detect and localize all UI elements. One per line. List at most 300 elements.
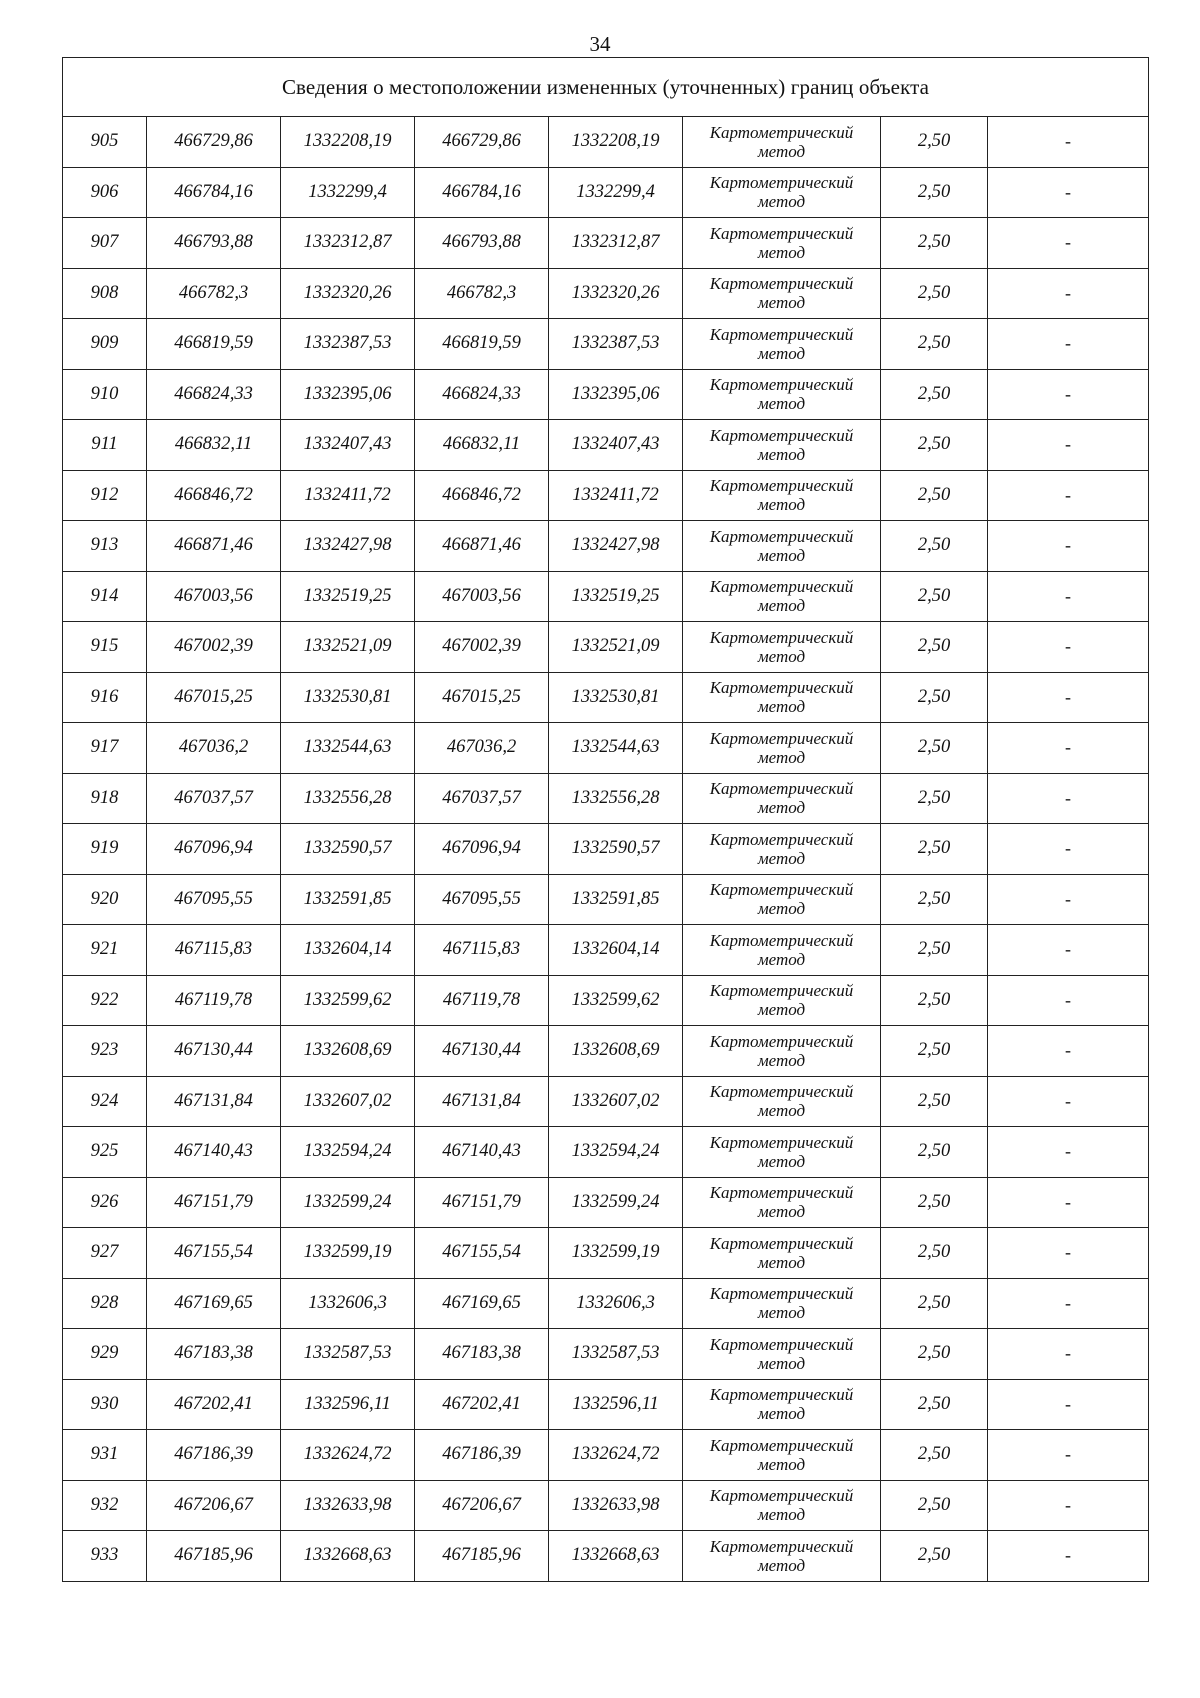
accuracy-cell: 2,50 — [881, 420, 988, 471]
table-row — [63, 420, 1149, 471]
refined-y-cell: 1332606,3 — [549, 1278, 683, 1329]
method-line-1: Картометрический — [709, 173, 854, 193]
existing-x-cell: 467186,39 — [147, 1430, 281, 1481]
refined-x-cell: 467183,38 — [415, 1329, 549, 1380]
note-cell: - — [988, 1278, 1149, 1329]
refined-x-cell: 467206,67 — [415, 1480, 549, 1531]
refined-y-cell: 1332530,81 — [549, 672, 683, 723]
table-row — [63, 874, 1149, 925]
refined-x-cell: 467037,57 — [415, 773, 549, 824]
existing-x-cell: 467202,41 — [147, 1379, 281, 1430]
accuracy-cell: 2,50 — [881, 470, 988, 521]
method-cell — [683, 1531, 881, 1582]
note-cell: - — [988, 1177, 1149, 1228]
method-line-2: метод — [757, 242, 806, 262]
refined-x-cell: 467151,79 — [415, 1177, 549, 1228]
existing-x-cell: 467002,39 — [147, 622, 281, 673]
point-number-cell: 927 — [63, 1228, 147, 1279]
existing-x-cell: 466782,3 — [147, 268, 281, 319]
existing-x-cell: 467037,57 — [147, 773, 281, 824]
existing-y-cell: 1332604,14 — [281, 925, 415, 976]
refined-y-cell: 1332312,87 — [549, 218, 683, 269]
method-line-2: метод — [757, 1353, 806, 1373]
table-row — [63, 521, 1149, 572]
page-number: 34 — [589, 32, 611, 56]
refined-y-cell: 1332596,11 — [549, 1379, 683, 1430]
accuracy-cell: 2,50 — [881, 1278, 988, 1329]
refined-x-cell: 466729,86 — [415, 117, 549, 168]
refined-x-cell: 466784,16 — [415, 167, 549, 218]
method-cell — [683, 369, 881, 420]
method-line-1: Картометрический — [709, 1183, 854, 1203]
refined-x-cell: 467096,94 — [415, 824, 549, 875]
table-title: Сведения о местоположении измененных (уточненных) границ объекта — [63, 58, 1149, 117]
method-line-1: Картометрический — [709, 577, 854, 597]
method-line-2: метод — [757, 1202, 806, 1222]
method-line-1: Картометрический — [709, 1132, 854, 1152]
table-row — [63, 117, 1149, 168]
method-line-2: метод — [757, 1151, 806, 1171]
refined-y-cell: 1332320,26 — [549, 268, 683, 319]
table-row — [63, 1177, 1149, 1228]
table-row — [63, 723, 1149, 774]
method-line-2: метод — [757, 596, 806, 616]
method-line-1: Картометрический — [709, 476, 854, 496]
existing-y-cell: 1332599,62 — [281, 975, 415, 1026]
method-cell — [683, 167, 881, 218]
existing-x-cell: 466729,86 — [147, 117, 281, 168]
accuracy-cell: 2,50 — [881, 1026, 988, 1077]
accuracy-cell: 2,50 — [881, 117, 988, 168]
method-line-2: метод — [757, 1505, 806, 1525]
refined-y-cell: 1332587,53 — [549, 1329, 683, 1380]
point-number-cell: 929 — [63, 1329, 147, 1380]
table-row — [63, 470, 1149, 521]
accuracy-cell: 2,50 — [881, 218, 988, 269]
point-number-cell: 910 — [63, 369, 147, 420]
existing-x-cell: 467131,84 — [147, 1076, 281, 1127]
table-row — [63, 268, 1149, 319]
existing-x-cell: 467183,38 — [147, 1329, 281, 1380]
table-row — [63, 167, 1149, 218]
method-cell — [683, 773, 881, 824]
table-row — [63, 571, 1149, 622]
method-line-2: метод — [757, 646, 806, 666]
refined-y-cell: 1332544,63 — [549, 723, 683, 774]
table-row — [63, 1026, 1149, 1077]
method-line-1: Картометрический — [709, 526, 854, 546]
method-cell — [683, 1228, 881, 1279]
existing-y-cell: 1332521,09 — [281, 622, 415, 673]
method-line-1: Картометрический — [709, 1031, 854, 1051]
method-cell — [683, 672, 881, 723]
existing-y-cell: 1332427,98 — [281, 521, 415, 572]
table-row — [63, 1480, 1149, 1531]
existing-x-cell: 467015,25 — [147, 672, 281, 723]
method-cell — [683, 824, 881, 875]
existing-x-cell: 466871,46 — [147, 521, 281, 572]
note-cell: - — [988, 319, 1149, 370]
existing-x-cell: 466819,59 — [147, 319, 281, 370]
accuracy-cell: 2,50 — [881, 874, 988, 925]
note-cell: - — [988, 521, 1149, 572]
method-cell — [683, 1026, 881, 1077]
refined-x-cell: 467003,56 — [415, 571, 549, 622]
existing-y-cell: 1332594,24 — [281, 1127, 415, 1178]
method-line-1: Картометрический — [709, 122, 854, 142]
refined-y-cell: 1332590,57 — [549, 824, 683, 875]
point-number-cell: 914 — [63, 571, 147, 622]
refined-x-cell: 466871,46 — [415, 521, 549, 572]
note-cell: - — [988, 571, 1149, 622]
existing-x-cell: 466832,11 — [147, 420, 281, 471]
method-cell — [683, 521, 881, 572]
point-number-cell: 907 — [63, 218, 147, 269]
point-number-cell: 920 — [63, 874, 147, 925]
point-number-cell: 913 — [63, 521, 147, 572]
method-cell — [683, 117, 881, 168]
note-cell: - — [988, 268, 1149, 319]
refined-y-cell: 1332594,24 — [549, 1127, 683, 1178]
point-number-cell: 922 — [63, 975, 147, 1026]
refined-x-cell: 466824,33 — [415, 369, 549, 420]
existing-x-cell: 467119,78 — [147, 975, 281, 1026]
accuracy-cell: 2,50 — [881, 268, 988, 319]
existing-y-cell: 1332387,53 — [281, 319, 415, 370]
method-cell — [683, 1076, 881, 1127]
existing-x-cell: 467115,83 — [147, 925, 281, 976]
point-number-cell: 909 — [63, 319, 147, 370]
point-number-cell: 925 — [63, 1127, 147, 1178]
note-cell: - — [988, 723, 1149, 774]
existing-y-cell: 1332395,06 — [281, 369, 415, 420]
accuracy-cell: 2,50 — [881, 723, 988, 774]
existing-x-cell: 467003,56 — [147, 571, 281, 622]
refined-x-cell: 467186,39 — [415, 1430, 549, 1481]
existing-x-cell: 466846,72 — [147, 470, 281, 521]
existing-y-cell: 1332556,28 — [281, 773, 415, 824]
refined-y-cell: 1332607,02 — [549, 1076, 683, 1127]
point-number-cell: 908 — [63, 268, 147, 319]
method-cell — [683, 723, 881, 774]
method-cell — [683, 1329, 881, 1380]
refined-y-cell: 1332668,63 — [549, 1531, 683, 1582]
method-line-1: Картометрический — [709, 1284, 854, 1304]
existing-y-cell: 1332596,11 — [281, 1379, 415, 1430]
method-line-2: метод — [757, 848, 806, 868]
method-line-1: Картометрический — [709, 728, 854, 748]
refined-y-cell: 1332208,19 — [549, 117, 683, 168]
point-number-cell: 919 — [63, 824, 147, 875]
note-cell: - — [988, 925, 1149, 976]
refined-x-cell: 467185,96 — [415, 1531, 549, 1582]
table-row — [63, 1379, 1149, 1430]
method-cell — [683, 268, 881, 319]
method-line-2: метод — [757, 798, 806, 818]
refined-x-cell: 467002,39 — [415, 622, 549, 673]
table-row — [63, 925, 1149, 976]
method-line-1: Картометрический — [709, 1233, 854, 1253]
method-line-1: Картометрический — [709, 375, 854, 395]
method-line-2: метод — [757, 949, 806, 969]
method-line-1: Картометрический — [709, 981, 854, 1001]
method-cell — [683, 1430, 881, 1481]
refined-y-cell: 1332521,09 — [549, 622, 683, 673]
table-row — [63, 1278, 1149, 1329]
accuracy-cell: 2,50 — [881, 975, 988, 1026]
existing-y-cell: 1332208,19 — [281, 117, 415, 168]
accuracy-cell: 2,50 — [881, 1430, 988, 1481]
existing-x-cell: 467155,54 — [147, 1228, 281, 1279]
refined-y-cell: 1332624,72 — [549, 1430, 683, 1481]
method-line-2: метод — [757, 343, 806, 363]
method-line-2: метод — [757, 899, 806, 919]
existing-y-cell: 1332624,72 — [281, 1430, 415, 1481]
refined-x-cell: 466793,88 — [415, 218, 549, 269]
method-line-2: метод — [757, 545, 806, 565]
existing-y-cell: 1332299,4 — [281, 167, 415, 218]
point-number-cell: 911 — [63, 420, 147, 471]
point-number-cell: 915 — [63, 622, 147, 673]
table-row — [63, 1228, 1149, 1279]
refined-y-cell: 1332633,98 — [549, 1480, 683, 1531]
method-line-2: метод — [757, 1050, 806, 1070]
existing-y-cell: 1332607,02 — [281, 1076, 415, 1127]
method-line-2: метод — [757, 394, 806, 414]
method-line-1: Картометрический — [709, 274, 854, 294]
accuracy-cell: 2,50 — [881, 521, 988, 572]
method-line-1: Картометрический — [709, 1334, 854, 1354]
point-number-cell: 928 — [63, 1278, 147, 1329]
point-number-cell: 933 — [63, 1531, 147, 1582]
table-row — [63, 672, 1149, 723]
accuracy-cell: 2,50 — [881, 319, 988, 370]
existing-y-cell: 1332633,98 — [281, 1480, 415, 1531]
note-cell: - — [988, 874, 1149, 925]
existing-x-cell: 466784,16 — [147, 167, 281, 218]
method-line-2: метод — [757, 293, 806, 313]
refined-x-cell: 467115,83 — [415, 925, 549, 976]
existing-x-cell: 467169,65 — [147, 1278, 281, 1329]
existing-y-cell: 1332599,19 — [281, 1228, 415, 1279]
accuracy-cell: 2,50 — [881, 1177, 988, 1228]
existing-x-cell: 466824,33 — [147, 369, 281, 420]
note-cell: - — [988, 1127, 1149, 1178]
method-line-2: метод — [757, 1454, 806, 1474]
method-cell — [683, 571, 881, 622]
point-number-cell: 931 — [63, 1430, 147, 1481]
refined-y-cell: 1332599,62 — [549, 975, 683, 1026]
table-row — [63, 1076, 1149, 1127]
refined-x-cell: 466832,11 — [415, 420, 549, 471]
note-cell: - — [988, 167, 1149, 218]
refined-y-cell: 1332395,06 — [549, 369, 683, 420]
point-number-cell: 905 — [63, 117, 147, 168]
accuracy-cell: 2,50 — [881, 1329, 988, 1380]
method-cell — [683, 218, 881, 269]
point-number-cell: 906 — [63, 167, 147, 218]
note-cell: - — [988, 470, 1149, 521]
method-line-1: Картометрический — [709, 829, 854, 849]
method-line-2: метод — [757, 141, 806, 161]
refined-x-cell: 467119,78 — [415, 975, 549, 1026]
refined-x-cell: 467140,43 — [415, 1127, 549, 1178]
refined-y-cell: 1332556,28 — [549, 773, 683, 824]
method-cell — [683, 975, 881, 1026]
method-line-2: метод — [757, 1252, 806, 1272]
method-line-2: метод — [757, 747, 806, 767]
refined-x-cell: 467169,65 — [415, 1278, 549, 1329]
table-row — [63, 218, 1149, 269]
refined-x-cell: 466846,72 — [415, 470, 549, 521]
existing-y-cell: 1332312,87 — [281, 218, 415, 269]
refined-x-cell: 467130,44 — [415, 1026, 549, 1077]
note-cell: - — [988, 117, 1149, 168]
accuracy-cell: 2,50 — [881, 571, 988, 622]
existing-x-cell: 467095,55 — [147, 874, 281, 925]
refined-x-cell: 467095,55 — [415, 874, 549, 925]
note-cell: - — [988, 1026, 1149, 1077]
existing-x-cell: 467096,94 — [147, 824, 281, 875]
table-row — [63, 622, 1149, 673]
note-cell: - — [988, 218, 1149, 269]
note-cell: - — [988, 622, 1149, 673]
table-row — [63, 773, 1149, 824]
accuracy-cell: 2,50 — [881, 824, 988, 875]
existing-y-cell: 1332519,25 — [281, 571, 415, 622]
accuracy-cell: 2,50 — [881, 1480, 988, 1531]
method-line-2: метод — [757, 1404, 806, 1424]
method-cell — [683, 420, 881, 471]
method-line-1: Картометрический — [709, 930, 854, 950]
point-number-cell: 918 — [63, 773, 147, 824]
point-number-cell: 921 — [63, 925, 147, 976]
note-cell: - — [988, 824, 1149, 875]
existing-x-cell: 466793,88 — [147, 218, 281, 269]
accuracy-cell: 2,50 — [881, 1228, 988, 1279]
existing-y-cell: 1332608,69 — [281, 1026, 415, 1077]
method-line-1: Картометрический — [709, 1536, 854, 1556]
point-number-cell: 912 — [63, 470, 147, 521]
method-line-2: метод — [757, 1303, 806, 1323]
note-cell: - — [988, 1228, 1149, 1279]
method-line-1: Картометрический — [709, 678, 854, 698]
method-cell — [683, 1379, 881, 1430]
method-cell — [683, 470, 881, 521]
point-number-cell: 932 — [63, 1480, 147, 1531]
accuracy-cell: 2,50 — [881, 672, 988, 723]
point-number-cell: 924 — [63, 1076, 147, 1127]
method-line-1: Картометрический — [709, 880, 854, 900]
existing-y-cell: 1332590,57 — [281, 824, 415, 875]
existing-x-cell: 467130,44 — [147, 1026, 281, 1077]
method-line-2: метод — [757, 495, 806, 515]
accuracy-cell: 2,50 — [881, 1076, 988, 1127]
existing-x-cell: 467185,96 — [147, 1531, 281, 1582]
refined-y-cell: 1332591,85 — [549, 874, 683, 925]
table-row — [63, 1127, 1149, 1178]
refined-y-cell: 1332519,25 — [549, 571, 683, 622]
note-cell: - — [988, 1329, 1149, 1380]
existing-y-cell: 1332668,63 — [281, 1531, 415, 1582]
existing-y-cell: 1332407,43 — [281, 420, 415, 471]
method-line-1: Картометрический — [709, 425, 854, 445]
method-line-1: Картометрический — [709, 1435, 854, 1455]
refined-y-cell: 1332299,4 — [549, 167, 683, 218]
existing-y-cell: 1332530,81 — [281, 672, 415, 723]
existing-y-cell: 1332411,72 — [281, 470, 415, 521]
method-line-1: Картометрический — [709, 1082, 854, 1102]
refined-y-cell: 1332604,14 — [549, 925, 683, 976]
refined-y-cell: 1332427,98 — [549, 521, 683, 572]
method-line-1: Картометрический — [709, 1486, 854, 1506]
method-line-2: метод — [757, 1101, 806, 1121]
refined-y-cell: 1332608,69 — [549, 1026, 683, 1077]
existing-x-cell: 467140,43 — [147, 1127, 281, 1178]
accuracy-cell: 2,50 — [881, 1531, 988, 1582]
table-row — [63, 1329, 1149, 1380]
existing-y-cell: 1332320,26 — [281, 268, 415, 319]
existing-y-cell: 1332591,85 — [281, 874, 415, 925]
method-cell — [683, 874, 881, 925]
existing-y-cell: 1332606,3 — [281, 1278, 415, 1329]
note-cell: - — [988, 975, 1149, 1026]
note-cell: - — [988, 1531, 1149, 1582]
existing-y-cell: 1332587,53 — [281, 1329, 415, 1380]
accuracy-cell: 2,50 — [881, 1379, 988, 1430]
table-row — [63, 319, 1149, 370]
existing-x-cell: 467036,2 — [147, 723, 281, 774]
existing-x-cell: 467151,79 — [147, 1177, 281, 1228]
refined-y-cell: 1332387,53 — [549, 319, 683, 370]
method-line-1: Картометрический — [709, 627, 854, 647]
table-body — [63, 58, 1149, 1582]
refined-y-cell: 1332411,72 — [549, 470, 683, 521]
point-number-cell: 926 — [63, 1177, 147, 1228]
method-line-2: метод — [757, 192, 806, 212]
method-line-2: метод — [757, 444, 806, 464]
method-cell — [683, 622, 881, 673]
refined-y-cell: 1332407,43 — [549, 420, 683, 471]
refined-x-cell: 467015,25 — [415, 672, 549, 723]
table-row — [63, 824, 1149, 875]
point-number-cell: 916 — [63, 672, 147, 723]
method-cell — [683, 319, 881, 370]
existing-x-cell: 467206,67 — [147, 1480, 281, 1531]
note-cell: - — [988, 773, 1149, 824]
method-line-2: метод — [757, 1000, 806, 1020]
existing-y-cell: 1332599,24 — [281, 1177, 415, 1228]
method-cell — [683, 1278, 881, 1329]
method-line-1: Картометрический — [709, 324, 854, 344]
accuracy-cell: 2,50 — [881, 369, 988, 420]
method-cell — [683, 1480, 881, 1531]
table-row — [63, 975, 1149, 1026]
table-caption-row — [63, 58, 1149, 117]
method-line-1: Картометрический — [709, 779, 854, 799]
method-line-1: Картометрический — [709, 1385, 854, 1405]
refined-x-cell: 467036,2 — [415, 723, 549, 774]
point-number-cell: 917 — [63, 723, 147, 774]
refined-y-cell: 1332599,24 — [549, 1177, 683, 1228]
method-cell — [683, 925, 881, 976]
refined-x-cell: 467202,41 — [415, 1379, 549, 1430]
note-cell: - — [988, 1430, 1149, 1481]
note-cell: - — [988, 1379, 1149, 1430]
table-row — [63, 1430, 1149, 1481]
accuracy-cell: 2,50 — [881, 167, 988, 218]
refined-y-cell: 1332599,19 — [549, 1228, 683, 1279]
